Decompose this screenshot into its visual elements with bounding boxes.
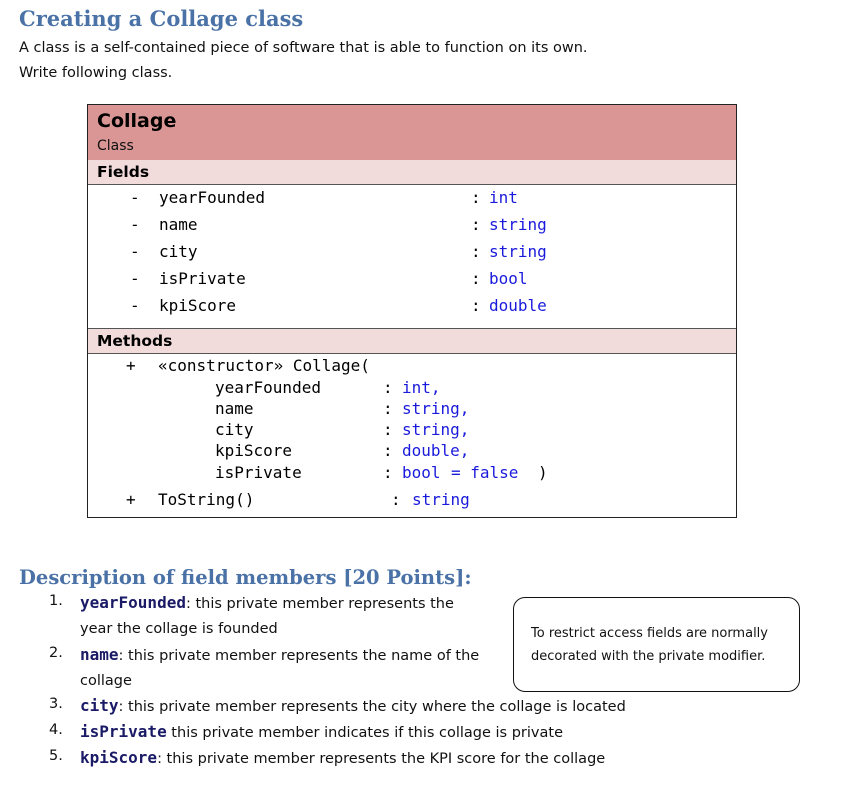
return-type: string xyxy=(412,490,470,509)
item-number: 3. xyxy=(49,696,63,712)
constructor-param xyxy=(88,420,736,442)
uml-fields-label: Fields xyxy=(97,163,150,181)
field-visibility: - xyxy=(130,269,140,288)
field-name: kpiScore xyxy=(159,296,237,315)
field-colon: : xyxy=(471,188,481,207)
param-type: int, xyxy=(402,378,441,397)
item-number: 1. xyxy=(49,593,63,609)
item-body xyxy=(80,696,626,715)
intro-line-2: Write following class. xyxy=(19,65,173,81)
param-default: = false xyxy=(451,463,519,482)
field-visibility: - xyxy=(130,215,140,234)
param-colon: : xyxy=(383,399,393,418)
member-name: yearFounded xyxy=(80,593,186,612)
param-name: city xyxy=(215,420,254,439)
member-name: city xyxy=(80,696,119,715)
member-description: : this private member represents the xyxy=(185,596,454,612)
member-description: : this private member represents the city where the collage is located xyxy=(118,699,626,715)
field-colon: : xyxy=(471,215,481,234)
param-name: name xyxy=(215,399,254,418)
member-description: : this private member represents the KPI score for the collage xyxy=(157,751,606,767)
field-type: int xyxy=(489,188,518,207)
intro-line-1: A class is a self-contained piece of software that is able to function on its own. xyxy=(19,40,588,56)
field-colon: : xyxy=(471,242,481,261)
page-title: Creating a Collage class xyxy=(19,6,304,31)
member-description: : this private member represents the name of the xyxy=(118,648,480,664)
uml-class-stereotype: Class xyxy=(97,138,134,154)
field-name: yearFounded xyxy=(159,188,265,207)
param-colon: : xyxy=(383,378,393,397)
item-number: 4. xyxy=(49,722,63,738)
param-name: isPrivate xyxy=(215,463,302,482)
item-number: 2. xyxy=(49,645,63,661)
uml-field-row xyxy=(88,242,736,269)
uml-class-diagram xyxy=(87,104,737,518)
uml-methods-label: Methods xyxy=(97,332,173,350)
item-continuation: collage xyxy=(80,673,132,689)
param-name: kpiScore xyxy=(215,441,293,460)
field-visibility: - xyxy=(130,296,140,315)
item-body xyxy=(80,722,563,741)
field-name: isPrivate xyxy=(159,269,246,288)
field-colon: : xyxy=(471,296,481,315)
uml-class-header xyxy=(88,105,736,161)
param-type: string, xyxy=(402,399,470,418)
field-type: string xyxy=(489,242,547,261)
note-callout xyxy=(513,597,800,692)
uml-methods-header xyxy=(88,328,736,354)
field-colon: : xyxy=(471,269,481,288)
field-name: city xyxy=(159,242,198,261)
field-visibility: - xyxy=(130,242,140,261)
description-heading: Description of field members [20 Points]: xyxy=(19,566,472,589)
member-name: name xyxy=(80,645,119,664)
param-type: bool xyxy=(402,463,441,482)
uml-tostring-method xyxy=(88,490,736,512)
field-type: bool xyxy=(489,269,528,288)
uml-field-row xyxy=(88,188,736,215)
note-line-1: To restrict access fields are normally xyxy=(531,626,768,641)
uml-field-row xyxy=(88,269,736,296)
item-continuation: year the collage is founded xyxy=(80,621,278,637)
constructor-signature: «constructor» Collage( xyxy=(158,356,370,375)
uml-fields-header xyxy=(88,160,736,185)
constructor-param xyxy=(88,441,736,463)
field-type: double xyxy=(489,296,547,315)
item-body xyxy=(80,593,454,612)
param-close: ) xyxy=(538,463,548,482)
constructor-param xyxy=(88,378,736,400)
constructor-param xyxy=(88,463,736,485)
param-colon: : xyxy=(383,420,393,439)
uml-constructor-signature xyxy=(88,356,736,378)
item-body xyxy=(80,748,605,767)
param-type: string, xyxy=(402,420,470,439)
param-colon: : xyxy=(383,463,393,482)
param-type: double, xyxy=(402,441,470,460)
return-colon: : xyxy=(391,490,401,509)
field-type: string xyxy=(489,215,547,234)
field-name: name xyxy=(159,215,198,234)
constructor-param xyxy=(88,399,736,421)
member-name: kpiScore xyxy=(80,748,158,767)
method-visibility: + xyxy=(126,356,136,375)
member-name: isPrivate xyxy=(80,722,167,741)
param-name: yearFounded xyxy=(215,378,321,397)
uml-class-name: Collage xyxy=(97,110,177,132)
tostring-signature: ToString() xyxy=(158,490,255,509)
uml-field-row xyxy=(88,215,736,242)
uml-field-row xyxy=(88,296,736,323)
method-visibility: + xyxy=(126,490,136,509)
field-visibility: - xyxy=(130,188,140,207)
item-body xyxy=(80,645,479,664)
param-colon: : xyxy=(383,441,393,460)
note-line-2: decorated with the private modifier. xyxy=(531,649,766,664)
item-number: 5. xyxy=(49,748,63,764)
member-description: this private member indicates if this collage is private xyxy=(166,725,563,741)
